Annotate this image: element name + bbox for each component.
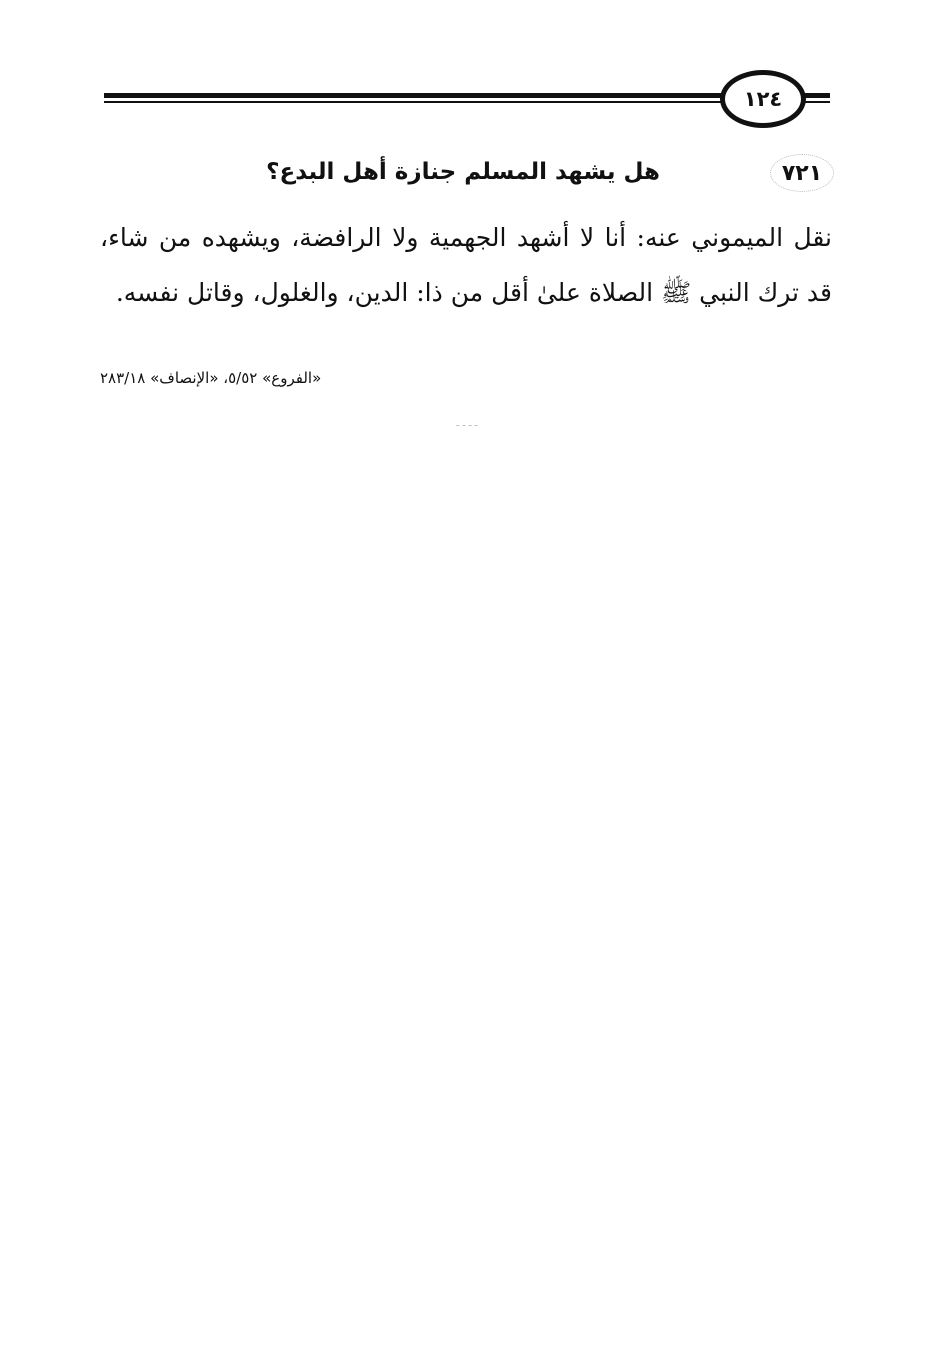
question-number: ٧٢١ xyxy=(768,150,836,196)
reference-citation: «الفروع» ٥/٥٢، «الإنصاف» ٢٨٣/١٨ xyxy=(100,369,322,387)
page-number: ١٢٤ xyxy=(743,87,783,111)
question-title: هل يشهد المسلم جنازة أهل البدع؟ xyxy=(266,159,660,185)
section-ornament: ـ ـ ـ ـ xyxy=(456,418,478,429)
page-number-badge xyxy=(720,70,806,128)
body-paragraph: نقل الميموني عنه: أنا لا أشهد الجهمية ولا الرافضة، ويشهده من شاء، قد ترك النبي ﷺ الصلاة علىٰ أقل من ذا: الدين، والغلول، وقاتل نفسه. xyxy=(100,223,832,307)
